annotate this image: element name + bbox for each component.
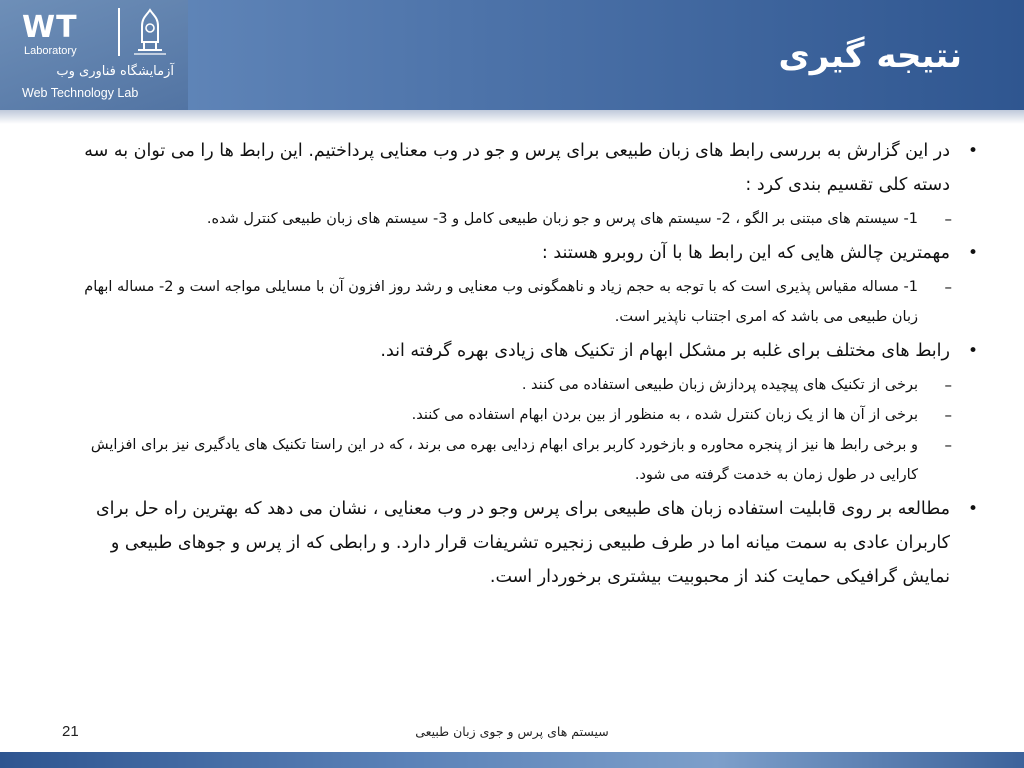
bullet-dot: • [967,499,978,519]
lab-logo [0,0,188,110]
page-number: 21 [62,723,79,740]
bullet-2-sub-1 [66,272,978,332]
sub-dash: – [944,210,952,228]
bullet-2-text: مهمترین چالش هایی که این رابط ها با آن روبرو هستند : [541,243,950,263]
sub-dash: – [944,376,952,394]
bullet-3-sub-2-text: برخی از آن ها از یک زبان کنترل شده ، به منظور از بین بردن ابهام استفاده می کنند. [411,407,918,423]
logo-laboratory: Laboratory [24,45,77,57]
slide-content [66,132,978,596]
bullet-3-sub-1 [66,370,978,400]
bullet-1-sub-1-text: 1- سیستم های مبتنی بر الگو ، 2- سیستم های پرس و جو زبان طبیعی کامل و 3- سیستم های زبان طبیعی کنترل شده. [206,211,918,227]
sub-dash: – [944,406,952,424]
bullet-1-text: در این گزارش به بررسی رابط های زبان طبیعی برای پرس و جو در وب معنایی پرداختیم. این رابط ها را می توان به سه دسته کلی تقسیم بندی کرد : [84,141,950,195]
logo-persian-name: آزمایشگاه فناوری وب [56,64,174,79]
logo-english-name: Web Technology Lab [22,86,139,100]
sub-dash: – [944,278,952,296]
bullet-dot: • [967,141,978,161]
bullet-3 [66,334,978,368]
bullet-3-text: رابط های مختلف برای غلبه بر مشکل ابهام از تکنیک های زیادی بهره گرفته اند. [380,341,950,361]
bullet-3-sub-1-text: برخی از تکنیک های پیچیده پردازش زبان طبیعی استفاده می کنند . [521,377,918,393]
university-emblem-icon [124,6,176,58]
bullet-1-sub-1 [66,204,978,234]
logo-wt: WT [22,10,78,45]
bullet-4 [66,492,978,594]
bullet-1 [66,134,978,202]
bullet-dot: • [967,243,978,263]
bottom-bar [0,752,1024,768]
bullet-3-sub-3 [66,430,978,490]
bullet-3-sub-3-text: و برخی رابط ها نیز از پنجره محاوره و بازخورد کاربر برای ابهام زدایی بهره می برند ، که در این راستا تکنیک های یادگیری نیز برای افزایش کارایی در طول زمان به خدمت گرفته می شود. [90,437,918,483]
logo-divider [118,8,120,56]
slide-title: نتیجه گیری [778,36,962,76]
header-shadow [0,110,1024,124]
bullet-dot: • [967,341,978,361]
footer-caption: سیستم های پرس و جوی زبان طبیعی [415,724,609,739]
bullet-4-text: مطالعه بر روی قابلیت استفاده زبان های طبیعی برای پرس وجو در وب معنایی ، نشان می دهد که بهترین راه حل برای کاربران عادی به سمت میانه اما در طرف طبیعی زنجیره تشریفات قرار دارد. و رابطی که از پرس و جوهای طبیعی و نمایش گرافیکی حمایت کند از محبوبیت بیشتری برخوردار است. [95,499,950,587]
bullet-3-sub-2 [66,400,978,430]
bullet-2 [66,236,978,270]
bullet-2-sub-1-text: 1- مساله مقیاس پذیری است که با توجه به حجم زیاد و ناهمگونی وب معنایی و رشد روز افزون آن با مسایلی مواجه است و 2- مساله ابهام زبان طبیعی می باشد که امری اجتناب ناپذیر است. [84,279,918,325]
sub-dash: – [944,436,952,454]
